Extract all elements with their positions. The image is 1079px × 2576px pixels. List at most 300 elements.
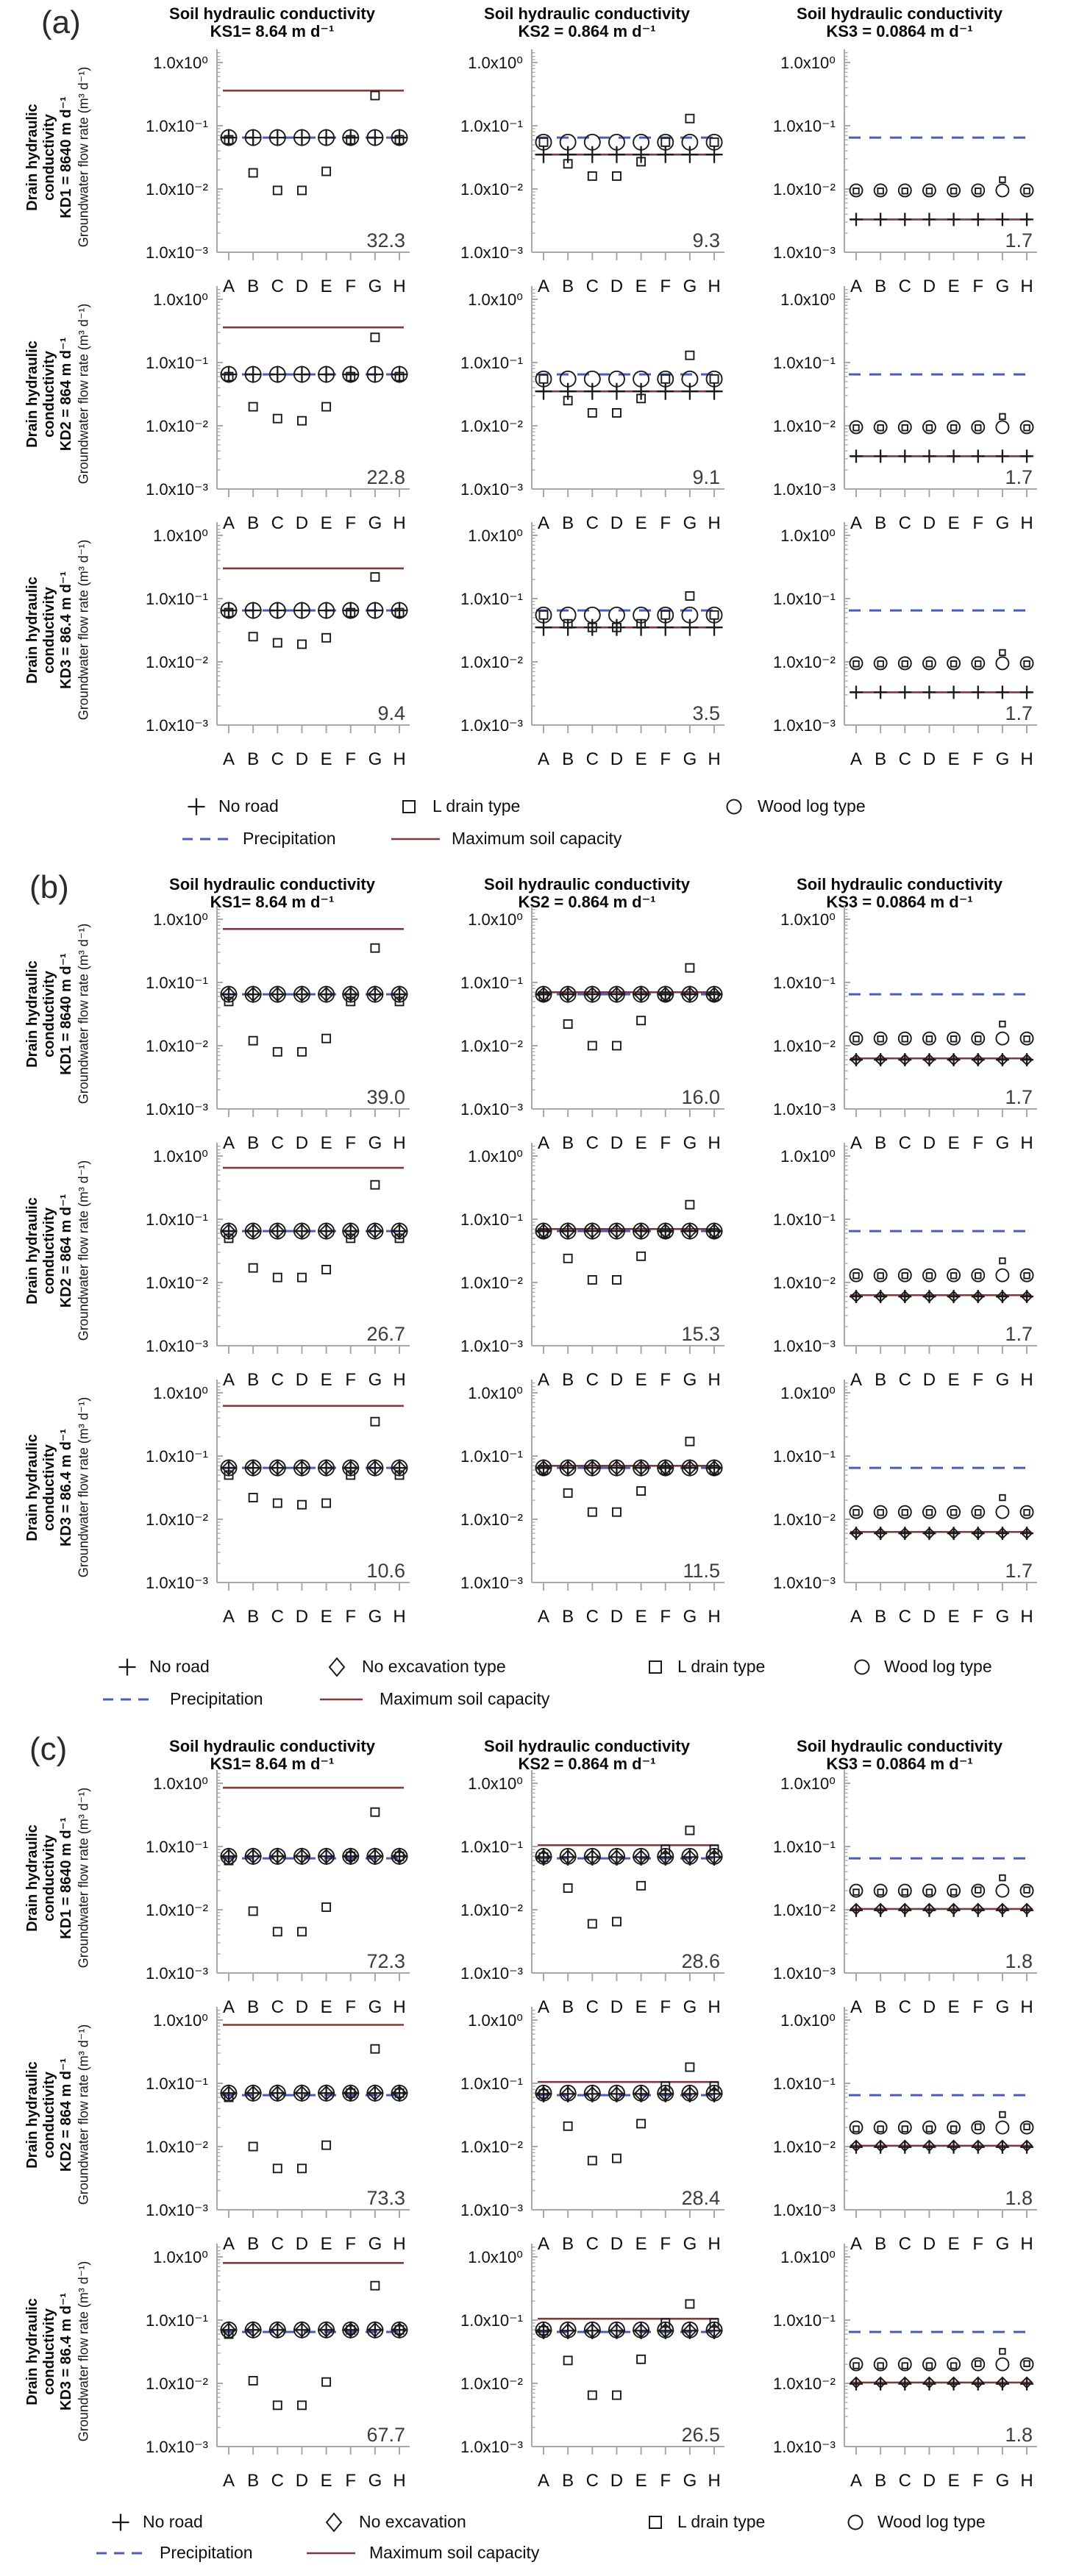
x-tick-label: A [222,1133,235,1153]
x-tick-label: F [660,276,672,296]
y-tick-label: 1.0x10⁰ [153,1384,208,1402]
wood-log-marker [996,1269,1008,1282]
x-tick-label: A [222,1370,235,1390]
plot-area [460,522,724,769]
l-drain-marker [853,188,859,193]
subplot-p0-r2-c2 [741,517,1044,783]
subplot-value-label: 3.5 [692,702,720,724]
y-tick-label: 1.0x10⁻¹ [146,354,208,372]
x-tick-label: F [345,2471,357,2491]
x-tick-label: G [995,2471,1010,2491]
x-tick-label: H [393,276,406,296]
x-tick-label: D [295,2234,309,2254]
plot-area [773,1380,1037,1627]
x-tick-label: G [368,2234,382,2254]
subplot-p2-r0-c1 [429,1765,732,2031]
col-title-p0-c2 [760,5,1039,40]
x-tick-label: C [898,276,911,296]
col-title-line2: KS3 = 0.0864 m d⁻¹ [826,893,973,911]
y-tick-label: 1.0x10⁻² [773,653,836,671]
l-drain-marker [274,415,282,423]
l-drain-marker [1024,661,1030,667]
legend-label-circle: Wood log type [877,2512,986,2531]
subplot-value-label: 16.0 [681,1086,720,1108]
wood-log-marker [875,1506,887,1519]
x-tick-label: A [850,2234,863,2254]
l-drain-marker [877,2126,883,2132]
y-axis-label-p1-r1: Groundwater flow rate (m³ d⁻¹) [76,1160,91,1341]
plot-area [460,1380,724,1627]
l-drain-marker [371,2282,379,2290]
l-drain-marker [540,138,548,146]
l-drain-marker [1000,2112,1005,2118]
x-tick-label: H [708,1997,721,2017]
l-drain-marker [564,1020,572,1028]
x-tick-label: G [683,749,697,769]
legend-label-square: L drain type [677,1657,766,1676]
y-tick-label: 1.0x10⁰ [468,54,523,72]
x-tick-label: D [610,1607,624,1627]
x-tick-label: A [850,749,863,769]
y-tick-label: 1.0x10⁻² [146,2138,208,2156]
x-tick-label: C [585,749,599,769]
row-title-line: conductivity [40,1444,57,1531]
l-drain-marker [711,611,719,619]
subplot-p1-r1-c2 [741,1138,1044,1404]
x-tick-label: G [368,1997,382,2017]
l-drain-marker [711,375,719,383]
col-title-line1: Soil hydraulic conductivity [797,875,1003,893]
legend-label-diamond: No excavation type [362,1657,506,1676]
l-drain-marker [564,1489,572,1497]
l-drain-marker [1000,1021,1005,1027]
subplot-p2-r2-c1 [429,2238,732,2505]
l-drain-marker [322,168,330,176]
wood-log-marker [972,2122,984,2134]
l-drain-marker [877,1889,883,1895]
y-tick-label: 1.0x10⁻³ [460,1100,523,1118]
l-drain-marker [853,661,859,667]
x-tick-label: D [922,1607,936,1627]
x-tick-label: H [708,513,721,533]
x-tick-label: E [320,2234,332,2254]
l-drain-marker [322,2378,330,2386]
y-tick-label: 1.0x10⁻³ [773,1574,836,1592]
subplot-p1-r2-c0 [114,1374,417,1641]
x-tick-label: C [271,2471,284,2491]
y-tick-label: 1.0x10⁻³ [146,716,208,735]
y-tick-label: 1.0x10⁻³ [460,716,523,735]
y-tick-label: 1.0x10⁻³ [460,1964,523,1983]
y-tick-label: 1.0x10⁻¹ [460,974,523,992]
l-drain-marker [588,2391,597,2400]
subplot-p2-r2-c2 [741,2238,1044,2505]
l-drain-marker [927,661,933,667]
y-tick-label: 1.0x10⁻¹ [460,2311,523,2330]
plot-area [773,2244,1037,2491]
y-tick-label: 1.0x10⁻³ [146,1337,208,1355]
x-tick-label: C [898,1370,911,1390]
subplot-value-label: 1.8 [1005,1950,1033,1972]
x-tick-label: G [683,1370,697,1390]
row-title-line: Drain hydraulic [24,1434,40,1541]
x-tick-label: D [295,1133,309,1153]
l-drain-marker [951,1273,957,1279]
l-drain-marker [1024,2361,1030,2366]
plot-area [146,1770,410,2017]
x-tick-label: G [683,1607,697,1627]
y-tick-label: 1.0x10⁻¹ [773,117,836,135]
x-tick-label: H [708,1607,721,1627]
x-tick-label: A [537,276,550,296]
l-drain-marker [371,91,379,99]
l-drain-marker [975,1036,981,1042]
y-tick-label: 1.0x10⁻³ [460,2438,523,2456]
wood-log-marker [947,184,960,196]
l-drain-marker [613,2155,621,2163]
x-tick-label: H [1020,1133,1033,1153]
x-tick-label: C [898,1997,911,2017]
l-drain-marker [564,1884,572,1892]
x-tick-label: H [393,1133,406,1153]
x-tick-label: C [271,2234,284,2254]
subplot-p0-r0-c0 [114,44,417,310]
x-tick-label: H [1020,513,1033,533]
x-tick-label: C [585,1607,599,1627]
l-drain-marker [298,186,306,194]
l-drain-marker [274,1274,282,1282]
x-tick-label: H [1020,1607,1033,1627]
l-drain-marker [975,2124,981,2130]
legend-square-icon [403,801,415,813]
y-tick-label: 1.0x10⁻¹ [773,590,836,608]
y-tick-label: 1.0x10⁻³ [773,1100,836,1118]
subplot-value-label: 9.3 [692,229,720,251]
col-title-line2: KS3 = 0.0864 m d⁻¹ [826,22,973,40]
x-tick-label: F [660,1133,672,1153]
subplot-p2-r1-c1 [429,2002,732,2268]
wood-log-marker [1021,184,1033,196]
x-tick-label: G [683,2471,697,2491]
row-title-p1-r2 [20,1385,79,1591]
l-drain-marker [322,1903,330,1911]
x-tick-label: C [585,2471,599,2491]
wood-log-marker [996,421,1008,433]
y-tick-label: 1.0x10⁰ [780,527,836,545]
wood-log-marker [947,421,960,433]
wood-log-marker [899,421,911,433]
subplot-value-label: 28.4 [681,2187,720,2209]
l-drain-marker [249,169,257,177]
x-tick-label: H [1020,276,1033,296]
y-tick-label: 1.0x10⁻² [146,1510,208,1529]
wood-log-marker [850,1032,863,1045]
row-title-p1-r0 [20,911,79,1117]
row-title-p2-r0 [20,1775,79,1981]
l-drain-marker [975,188,981,193]
y-tick-label: 1.0x10⁻³ [773,480,836,499]
y-tick-label: 1.0x10⁻² [460,1901,523,1919]
legend-square-icon [649,2516,661,2528]
l-drain-marker [249,2377,257,2385]
x-tick-label: B [875,276,887,296]
l-drain-marker [877,2363,883,2369]
l-drain-marker [661,138,669,146]
x-tick-label: F [660,749,672,769]
x-tick-label: D [610,1997,624,2017]
y-tick-label: 1.0x10⁻³ [460,480,523,499]
x-tick-label: E [947,1370,960,1390]
x-tick-label: E [320,1370,332,1390]
x-tick-label: D [922,1133,936,1153]
x-tick-label: A [537,2234,550,2254]
l-drain-marker [902,1036,908,1042]
l-drain-marker [902,2363,908,2369]
l-drain-marker [951,1889,957,1895]
y-tick-label: 1.0x10⁻³ [773,2438,836,2456]
axis [773,522,1037,735]
l-drain-marker [951,2126,957,2132]
legend-symbol-diamond [321,2510,346,2535]
x-tick-label: A [537,749,550,769]
x-tick-label: G [368,1607,382,1627]
x-tick-label: B [562,2471,574,2491]
wood-log-marker [875,1269,887,1282]
x-tick-label: B [247,1133,260,1153]
l-drain-marker [1000,414,1005,420]
x-tick-label: E [947,1607,960,1627]
l-drain-marker [637,1016,645,1024]
x-tick-label: C [585,513,599,533]
y-tick-label: 1.0x10⁰ [153,1147,208,1166]
y-tick-label: 1.0x10⁻² [773,180,836,199]
x-tick-label: E [635,2234,647,2254]
wood-log-marker [972,421,984,433]
col-title-line2: KS1= 8.64 m d⁻¹ [210,22,335,40]
subplot-value-label: 73.3 [366,2187,405,2209]
row-title-line: conductivity [40,2308,57,2395]
y-tick-label: 1.0x10⁻² [146,653,208,671]
x-tick-label: E [947,513,960,533]
wood-log-marker [1021,1506,1033,1519]
l-drain-marker [853,2126,859,2132]
x-tick-label: C [585,2234,599,2254]
subplot-value-label: 26.5 [681,2424,720,2446]
x-tick-label: F [345,1607,357,1627]
col-title-line2: KS3 = 0.0864 m d⁻¹ [826,1755,973,1773]
y-tick-label: 1.0x10⁻² [460,1274,523,1292]
legend-label-precipitation: Precipitation [243,829,336,848]
x-tick-label: F [345,2234,357,2254]
col-title-line2: KS2 = 0.864 m d⁻¹ [518,893,656,911]
wood-log-marker [996,2122,1008,2134]
l-drain-marker [371,1808,379,1816]
x-tick-label: C [898,749,911,769]
l-drain-marker [322,1035,330,1043]
row-title-line: Drain hydraulic [24,2298,40,2405]
subplot-value-label: 67.7 [366,2424,405,2446]
l-drain-marker [298,1274,306,1282]
y-tick-label: 1.0x10⁻³ [773,1337,836,1355]
plot-area [460,1770,724,2017]
plot-area [146,49,410,296]
l-drain-marker [274,2401,282,2409]
y-tick-label: 1.0x10⁻¹ [146,117,208,135]
plot-area [773,906,1037,1153]
l-drain-marker [927,425,933,431]
x-tick-label: H [1020,2234,1033,2254]
l-drain-marker [249,403,257,411]
row-title-line: KD1 = 8640 m d⁻¹ [57,953,74,1075]
plot-area [460,49,724,296]
x-tick-label: F [660,1997,672,2017]
row-title-line: KD3 = 86.4 m d⁻¹ [57,571,74,690]
l-drain-marker [371,573,379,581]
x-tick-label: C [898,1607,911,1627]
y-tick-label: 1.0x10⁻² [773,2375,836,2393]
x-tick-label: F [345,1133,357,1153]
legend-symbol-circle [850,1655,875,1680]
x-tick-label: G [683,1133,697,1153]
l-drain-marker [613,1918,621,1926]
l-drain-marker [1000,1875,1005,1881]
x-tick-label: B [562,2234,574,2254]
legend-max-capacity-line [390,832,441,846]
axis [773,906,1037,1118]
row-title-p2-r1 [20,2012,79,2218]
y-tick-label: 1.0x10⁻¹ [460,1838,523,1856]
l-drain-marker [975,2361,981,2366]
l-drain-marker [711,138,719,146]
x-tick-label: H [1020,1997,1033,2017]
subplot-p0-r0-c1 [429,44,732,310]
plot-area [146,906,410,1153]
l-drain-marker [1000,1495,1005,1501]
x-tick-label: G [368,276,382,296]
y-tick-label: 1.0x10⁰ [468,527,523,545]
x-tick-label: F [345,1997,357,2017]
x-tick-label: H [393,2471,406,2491]
subplot-p0-r0-c2 [741,44,1044,310]
subplot-value-label: 9.1 [692,466,720,488]
y-tick-label: 1.0x10⁻³ [146,2201,208,2219]
legend-precipitation-line [102,1692,153,1707]
y-tick-label: 1.0x10⁻² [773,1901,836,1919]
subplot-p1-r0-c1 [429,901,732,1167]
legend-label-plus: No road [149,1657,210,1676]
l-drain-marker [1024,2124,1030,2130]
l-drain-marker [564,2122,572,2130]
x-tick-label: A [850,513,863,533]
l-drain-marker [853,425,859,431]
y-axis-label-p0-r2: Groundwater flow rate (m³ d⁻¹) [76,539,91,721]
x-tick-label: C [271,1997,284,2017]
y-tick-label: 1.0x10⁰ [780,1384,836,1402]
legend-precipitation-line [181,832,232,846]
x-tick-label: E [320,276,332,296]
legend-label-circle: Wood log type [884,1657,992,1676]
x-tick-label: B [562,276,574,296]
l-drain-marker [661,375,669,383]
subplot-value-label: 26.7 [366,1323,405,1345]
axis [773,1143,1037,1355]
l-drain-marker [1024,1510,1030,1516]
x-tick-label: D [610,1133,624,1153]
subplot-p2-r2-c0 [114,2238,417,2505]
col-title-line1: Soil hydraulic conductivity [169,1737,375,1755]
y-tick-label: 1.0x10⁻³ [773,2201,836,2219]
y-tick-label: 1.0x10⁻¹ [460,1210,523,1229]
l-drain-marker [298,1927,306,1935]
plot-area [773,1143,1037,1390]
wood-log-marker [947,657,960,669]
wood-log-marker [1021,657,1033,669]
wood-log-marker [972,184,984,196]
x-tick-label: C [271,1607,284,1627]
y-tick-label: 1.0x10⁻² [146,1274,208,1292]
x-tick-label: B [875,1370,887,1390]
wood-log-marker [947,1032,960,1045]
x-tick-label: G [995,749,1010,769]
l-drain-marker [1024,188,1030,193]
legend-label-diamond: No excavation [359,2512,466,2531]
panel-label-b: (b) [29,869,69,905]
x-tick-label: A [537,513,550,533]
wood-log-marker [996,1032,1008,1045]
plot-area [146,2007,410,2254]
subplot-value-label: 1.7 [1005,1086,1033,1108]
wood-log-marker [1021,1885,1033,1897]
row-title-line: conductivity [40,2072,57,2158]
panel-label-c: (c) [29,1731,68,1767]
l-drain-marker [637,2119,645,2127]
x-tick-label: F [972,749,984,769]
y-tick-label: 1.0x10⁻² [773,1510,836,1529]
col-title-line1: Soil hydraulic conductivity [484,1737,690,1755]
l-drain-marker [588,172,597,180]
x-tick-label: C [898,513,911,533]
x-tick-label: H [708,2234,721,2254]
x-tick-label: G [368,1133,382,1153]
y-tick-label: 1.0x10⁻¹ [773,2311,836,2330]
l-drain-marker [951,1510,957,1516]
subplot-value-label: 32.3 [366,229,405,251]
axis [773,1770,1037,1983]
l-drain-marker [685,115,694,123]
l-drain-marker [613,1276,621,1284]
legend-label-plus: No road [143,2512,203,2531]
l-drain-marker [853,2363,859,2369]
legend-symbol-plus [108,2510,133,2535]
subplot-value-label: 1.7 [1005,466,1033,488]
l-drain-marker [951,1036,957,1042]
x-tick-label: E [635,1607,647,1627]
l-drain-marker [588,1508,597,1516]
wood-log-marker [972,1885,984,1897]
x-tick-label: G [995,1607,1010,1627]
wood-log-marker [875,657,887,669]
l-drain-marker [853,1889,859,1895]
l-drain-marker [298,2401,306,2409]
x-tick-label: H [393,749,406,769]
wood-log-marker [899,657,911,669]
l-drain-marker [249,1907,257,1915]
y-axis-label-p0-r1: Groundwater flow rate (m³ d⁻¹) [76,303,91,485]
l-drain-marker [637,1252,645,1260]
y-tick-label: 1.0x10⁻¹ [773,1210,836,1229]
x-tick-label: A [850,1133,863,1153]
l-drain-marker [877,661,883,667]
